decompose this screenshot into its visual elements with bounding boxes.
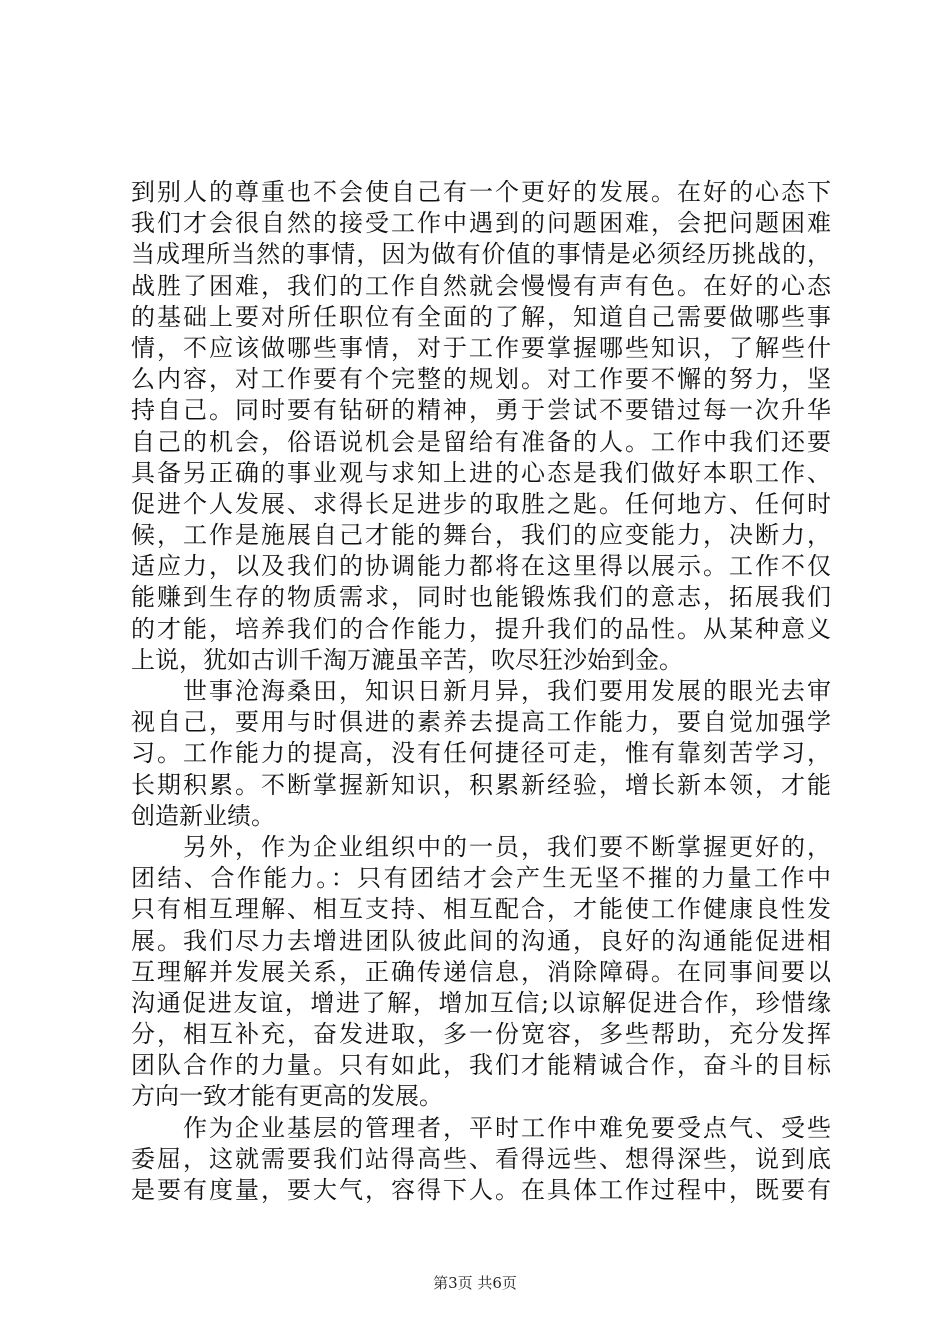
page-footer: 第3页 共6页 (433, 1274, 517, 1292)
text-line: 情，不应该做哪些事情，对于工作要掌握哪些知识，了解些什 (131, 333, 831, 362)
text-line: 具备另正确的事业观与求知上进的心态是我们做好本职工作、 (131, 458, 831, 487)
text-line: 沟通促进友谊，增进了解，增加互信;以谅解促进合作，珍惜缘 (131, 988, 831, 1017)
text-line: 作为企业基层的管理者，平时工作中难免要受点气、受些 (131, 1113, 831, 1142)
text-line: 促进个人发展、求得长足进步的取胜之匙。任何地方、任何时 (131, 489, 831, 518)
text-line: 互理解并发展关系，正确传递信息，消除障碍。在同事间要以 (131, 957, 831, 986)
text-line: 适应力，以及我们的协调能力都将在这里得以展示。工作不仅 (131, 552, 831, 581)
text-line: 分，相互补充，奋发进取，多一份宽容，多些帮助，充分发挥 (131, 1020, 831, 1049)
text-line: 另外，作为企业组织中的一员，我们要不断掌握更好的， (131, 832, 831, 861)
body-text (131, 177, 831, 1206)
text-line: 创造新业绩。 (131, 801, 275, 830)
text-line: 我们才会很自然的接受工作中遇到的问题困难，会把问题困难 (131, 209, 831, 238)
text-line: 视自己，要用与时俱进的素养去提高工作能力，要自觉加强学 (131, 708, 831, 737)
text-line: 展。我们尽力去增进团队彼此间的沟通，良好的沟通能促进相 (131, 926, 831, 955)
text-line: 世事沧海桑田，知识日新月异，我们要用发展的眼光去审 (131, 677, 831, 705)
text-line: 方向一致才能有更高的发展。 (131, 1082, 443, 1111)
text-line: 只有相互理解、相互支持、相互配合，才能使工作健康良性发 (131, 895, 831, 924)
text-line: 上说，犹如古训千淘万漉虽辛苦，吹尽狂沙始到金。 (131, 645, 683, 674)
text-line: 长期积累。不断掌握新知识，积累新经验，增长新本领，才能 (131, 770, 831, 799)
text-line: 么内容，对工作要有个完整的规划。对工作要不懈的努力，坚 (131, 365, 831, 394)
text-line: 习。工作能力的提高，没有任何捷径可走，惟有靠刻苦学习， (131, 739, 831, 768)
text-line: 持自己。同时要有钻研的精神，勇于尝试不要错过每一次升华 (131, 396, 831, 425)
text-line: 到别人的尊重也不会使自己有一个更好的发展。在好的心态下 (131, 178, 831, 206)
text-line: 团队合作的力量。只有如此，我们才能精诚合作，奋斗的目标 (131, 1051, 831, 1080)
text-line: 能赚到生存的物质需求，同时也能锻炼我们的意志，拓展我们 (131, 583, 831, 612)
text-line: 的才能，培养我们的合作能力，提升我们的品性。从某种意义 (131, 614, 831, 643)
text-line: 委屈，这就需要我们站得高些、看得远些、想得深些，说到底 (131, 1144, 831, 1173)
text-line: 候，工作是施展自己才能的舞台，我们的应变能力，决断力， (131, 521, 831, 550)
text-line: 当成理所当然的事情，因为做有价值的事情是必须经历挑战的， (131, 240, 831, 269)
text-line: 是要有度量，要大气，容得下人。在具体工作过程中，既要有 (131, 1176, 831, 1204)
text-line: 团结、合作能力。：只有团结才会产生无坚不摧的力量工作中 (131, 864, 831, 893)
text-line: 的基础上要对所任职位有全面的了解，知道自己需要做哪些事 (131, 302, 831, 331)
text-line: 战胜了困难，我们的工作自然就会慢慢有声有色。在好的心态 (131, 271, 831, 300)
text-line: 自己的机会，俗语说机会是留给有准备的人。工作中我们还要 (131, 427, 831, 456)
